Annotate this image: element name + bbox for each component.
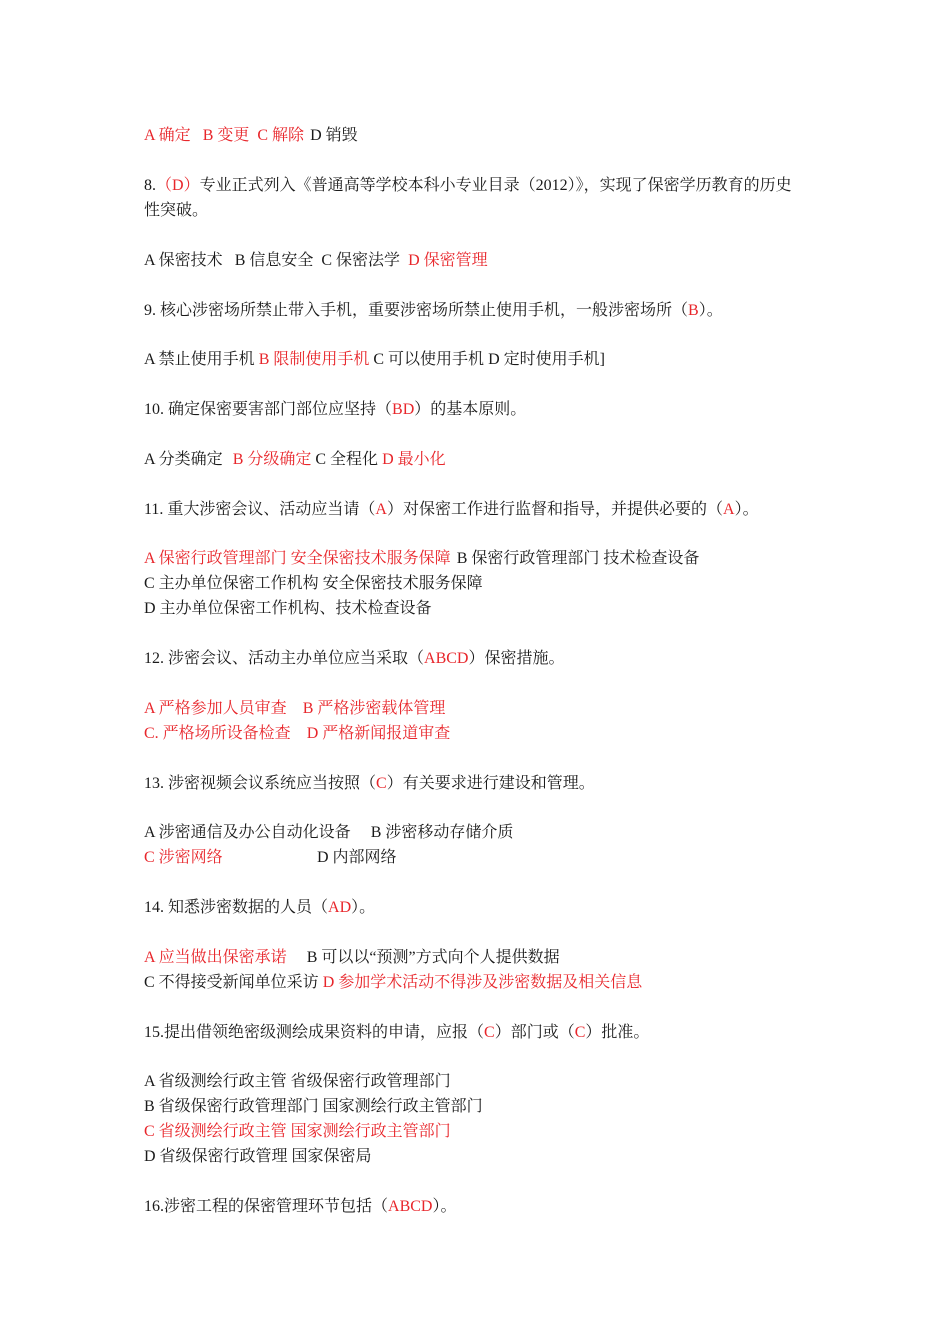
question-text: 12. 涉密会议、活动主办单位应当采取（ bbox=[144, 650, 425, 667]
question-text: 13. 涉密视频会议系统应当按照（ bbox=[144, 775, 377, 792]
option-c-q15: C 省级测绘行政主管 国家测绘行政主管部门 bbox=[144, 1123, 451, 1140]
option-a: A 涉密通信及办公自动化设备 bbox=[144, 824, 351, 841]
options-q7 bbox=[144, 123, 358, 148]
options-q12-line1 bbox=[144, 696, 445, 721]
question-12 bbox=[144, 646, 564, 671]
question-11 bbox=[144, 497, 759, 522]
options-q8 bbox=[144, 248, 488, 273]
option-c: C 保密法学 bbox=[321, 252, 401, 269]
option-a: A 保密行政管理部门 安全保密技术服务保障 bbox=[144, 550, 451, 567]
question-number: 8. bbox=[144, 177, 156, 194]
question-text: 15.提出借领绝密级测绘成果资料的申请，应报（ bbox=[144, 1024, 485, 1041]
option-d: D 定时使用手机] bbox=[488, 351, 605, 368]
answer-1: C bbox=[484, 1024, 495, 1041]
option-d-q11: D 主办单位保密工作机构、技术检查设备 bbox=[144, 600, 432, 617]
answer: BD bbox=[392, 401, 415, 418]
options-q12-line2 bbox=[144, 721, 450, 746]
question-text: 10. 确定保密要害部门部位应坚持（ bbox=[144, 401, 393, 418]
question-end: ）。 bbox=[734, 501, 759, 518]
question-end: ）。 bbox=[698, 302, 723, 319]
option-a: A 禁止使用手机 bbox=[144, 351, 255, 368]
answer: ABCD bbox=[424, 650, 469, 667]
question-end: ）批准。 bbox=[585, 1024, 650, 1041]
option-d: D 保密管理 bbox=[408, 252, 488, 269]
options-q14-line2 bbox=[144, 970, 642, 995]
option-d: D 内部网络 bbox=[317, 849, 397, 866]
answer-2: C bbox=[574, 1024, 586, 1041]
option-c: C. 严格场所设备检查 bbox=[144, 725, 291, 742]
question-16 bbox=[144, 1194, 456, 1219]
answer-1: A bbox=[375, 501, 387, 518]
option-a-q15: A 省级测绘行政主管 省级保密行政管理部门 bbox=[144, 1073, 451, 1090]
option-d-q15: D 省级保密行政管理 国家保密局 bbox=[144, 1148, 372, 1165]
options-q13-line1 bbox=[144, 820, 513, 845]
option-c: C 解除 bbox=[257, 127, 305, 144]
options-q10 bbox=[144, 447, 446, 472]
answer-open-paren: （ bbox=[156, 177, 173, 194]
option-a: A 保密技术 bbox=[144, 252, 223, 269]
question-end: ）保密措施。 bbox=[468, 650, 565, 667]
option-b: B 分级确定 bbox=[232, 451, 312, 468]
question-text: 14. 知悉涉密数据的人员（ bbox=[144, 899, 329, 916]
question-text: 9. 核心涉密场所禁止带入手机，重要涉密场所禁止使用手机，一般涉密场所（ bbox=[144, 302, 689, 319]
question-end: ）。 bbox=[351, 899, 376, 916]
option-b-q15: B 省级保密行政管理部门 国家测绘行政主管部门 bbox=[144, 1098, 483, 1115]
answer: B bbox=[688, 302, 699, 319]
options-q14-line1 bbox=[144, 945, 560, 970]
option-d: D 严格新闻报道审查 bbox=[306, 725, 451, 742]
options-q9 bbox=[144, 347, 605, 372]
question-text: 专业正式列入《普通高等学校本科小专业目录（2012）》，实现了保密学历教育的历史 bbox=[199, 177, 792, 194]
option-b: B 限制使用手机 bbox=[258, 351, 370, 368]
option-b: B 可以以“预测”方式向个人提供数据 bbox=[306, 949, 560, 966]
option-c: C 可以使用手机 bbox=[373, 351, 485, 368]
question-text-mid: ）对保密工作进行监督和指导，并提供必要的（ bbox=[386, 501, 723, 518]
option-a: A 应当做出保密承诺 bbox=[144, 949, 287, 966]
option-d: D 销毁 bbox=[310, 127, 358, 144]
option-b: B 涉密移动存储介质 bbox=[370, 824, 514, 841]
question-10 bbox=[144, 397, 526, 422]
question-end: ）。 bbox=[432, 1198, 457, 1215]
option-d: D 参加学术活动不得涉及涉密数据及相关信息 bbox=[322, 974, 643, 991]
option-a: A 分类确定 bbox=[144, 451, 223, 468]
question-9 bbox=[144, 298, 723, 323]
question-13 bbox=[144, 771, 595, 796]
option-b: B 信息安全 bbox=[234, 252, 314, 269]
option-c-q11: C 主办单位保密工作机构 安全保密技术服务保障 bbox=[144, 575, 483, 592]
question-text: 16.涉密工程的保密管理环节包括（ bbox=[144, 1198, 389, 1215]
option-b: B 变更 bbox=[202, 127, 250, 144]
option-a: A 确定 bbox=[144, 127, 191, 144]
option-c: C 不得接受新闻单位采访 bbox=[144, 974, 319, 991]
options-q13-line2 bbox=[144, 845, 397, 870]
option-c: C 涉密网络 bbox=[144, 849, 223, 866]
question-8-continued: 性突破。 bbox=[144, 202, 209, 219]
question-end: ）有关要求进行建设和管理。 bbox=[386, 775, 595, 792]
answer: ABCD bbox=[388, 1198, 433, 1215]
option-a: A 严格参加人员审查 bbox=[144, 700, 287, 717]
answer-close-paren: ） bbox=[183, 177, 200, 194]
question-15 bbox=[144, 1020, 649, 1045]
answer: C bbox=[376, 775, 387, 792]
question-text: 11. 重大涉密会议、活动应当请（ bbox=[144, 501, 376, 518]
answer: D bbox=[172, 177, 184, 194]
options-q11-line1 bbox=[144, 546, 699, 571]
answer-2: A bbox=[723, 501, 735, 518]
question-text-mid: ）部门或（ bbox=[494, 1024, 575, 1041]
option-b: B 严格涉密载体管理 bbox=[302, 700, 446, 717]
option-c: C 全程化 bbox=[315, 451, 379, 468]
question-14 bbox=[144, 895, 375, 920]
option-b: B 保密行政管理部门 技术检查设备 bbox=[456, 550, 700, 567]
answer: AD bbox=[328, 899, 352, 916]
question-end: ）的基本原则。 bbox=[414, 401, 527, 418]
option-d: D 最小化 bbox=[382, 451, 446, 468]
question-8 bbox=[144, 173, 792, 198]
